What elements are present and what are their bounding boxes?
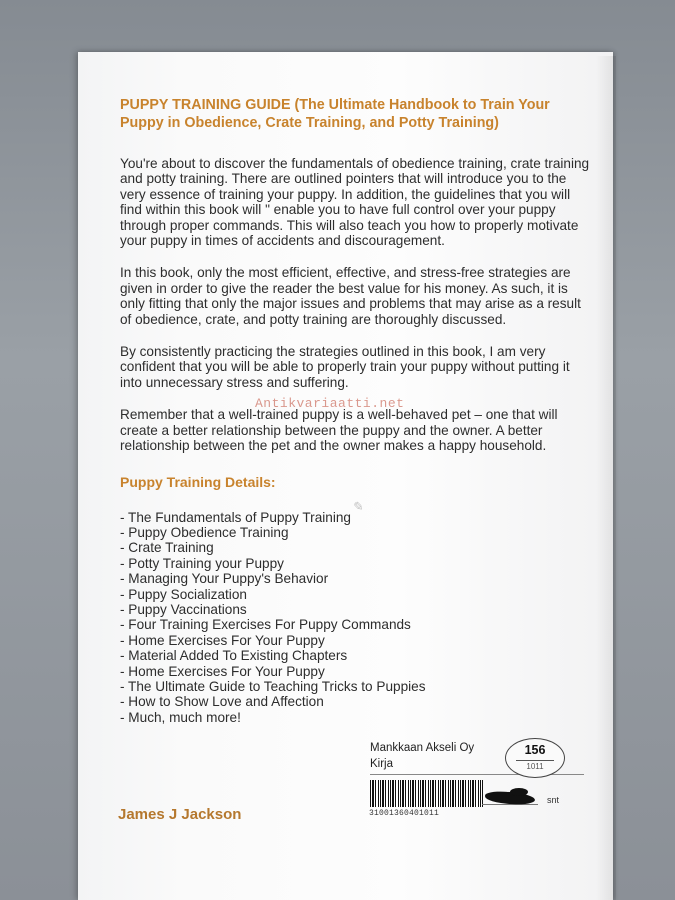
price-divider (516, 760, 554, 761)
book-edge-shadow (596, 56, 616, 900)
price-oval (505, 738, 565, 778)
barcode-icon (370, 780, 483, 807)
list-item: - Managing Your Puppy's Behavior (120, 571, 329, 587)
list-item: - Home Exercises For Your Puppy (120, 663, 325, 679)
list-item: - Potty Training your Puppy (120, 555, 284, 571)
list-item: - Much, much more! (120, 709, 241, 725)
pencil-scribble-mark: ✎ (351, 499, 364, 516)
list-item: - How to Show Love and Affection (120, 694, 324, 710)
barcode-number: 31001360401011 (369, 809, 440, 818)
list-item: - Puppy Socialization (120, 586, 247, 602)
signature-line (482, 804, 538, 805)
details-list (120, 510, 590, 726)
list-item: - The Fundamentals of Puppy Training (120, 509, 351, 525)
currency-suffix: snt (547, 795, 560, 805)
ink-blot-mark-small (510, 788, 528, 796)
list-item: - Home Exercises For Your Puppy (120, 632, 325, 648)
price-value: 156 (524, 743, 546, 757)
shop-type: Kirja (370, 758, 394, 770)
book-title: PUPPY TRAINING GUIDE (The Ultimate Handbook to Train Your Puppy in Obedience, Crate Training, and Potty Training) (120, 97, 550, 131)
list-item: - Puppy Vaccinations (120, 601, 247, 617)
paragraph-3: By consistently practicing the strategies outlined in this book, I am very confident that you will be able to properly train your puppy without putting it into unnecessary stress and suffering. (120, 344, 570, 390)
paragraph-2: In this book, only the most efficient, effective, and stress-free strategies are given in order to give the reader the best value for his money. As such, it is only fitting that only the major issues and problems that may arise as a result of obedience, crate, and potty training are thoroughly discussed. (120, 265, 581, 327)
watermark-text: Antikvariaatti.net (255, 396, 405, 411)
paragraph-4: Remember that a well-trained puppy is a well-behaved pet – one that will create a better relationship between the puppy and the owner. A better relationship between the pet and the owner makes a happy household. (120, 407, 558, 454)
list-item: - Puppy Obedience Training (120, 524, 289, 540)
list-item: - Four Training Exercises For Puppy Commands (120, 617, 411, 633)
author-name: James J Jackson (118, 806, 242, 823)
price-code: 1011 (526, 762, 544, 771)
shop-name: Mankkaan Akseli Oy (370, 742, 475, 754)
paragraph-1: You're about to discover the fundamentals of obedience training, crate training and potty training. There are outlined pointers that will introduce you to the very essence of training your puppy. In addition, the guidelines that you will find within this book will " enable you to have full control over your puppy through proper commands. This will also teach you how to properly motivate your puppy in times of accidents and discouragement. (120, 156, 590, 249)
details-heading: Puppy Training Details: (120, 473, 276, 490)
list-item: - Crate Training (120, 540, 214, 556)
list-item: - The Ultimate Guide to Teaching Tricks to Puppies (120, 678, 426, 694)
list-item: - Material Added To Existing Chapters (120, 648, 348, 664)
